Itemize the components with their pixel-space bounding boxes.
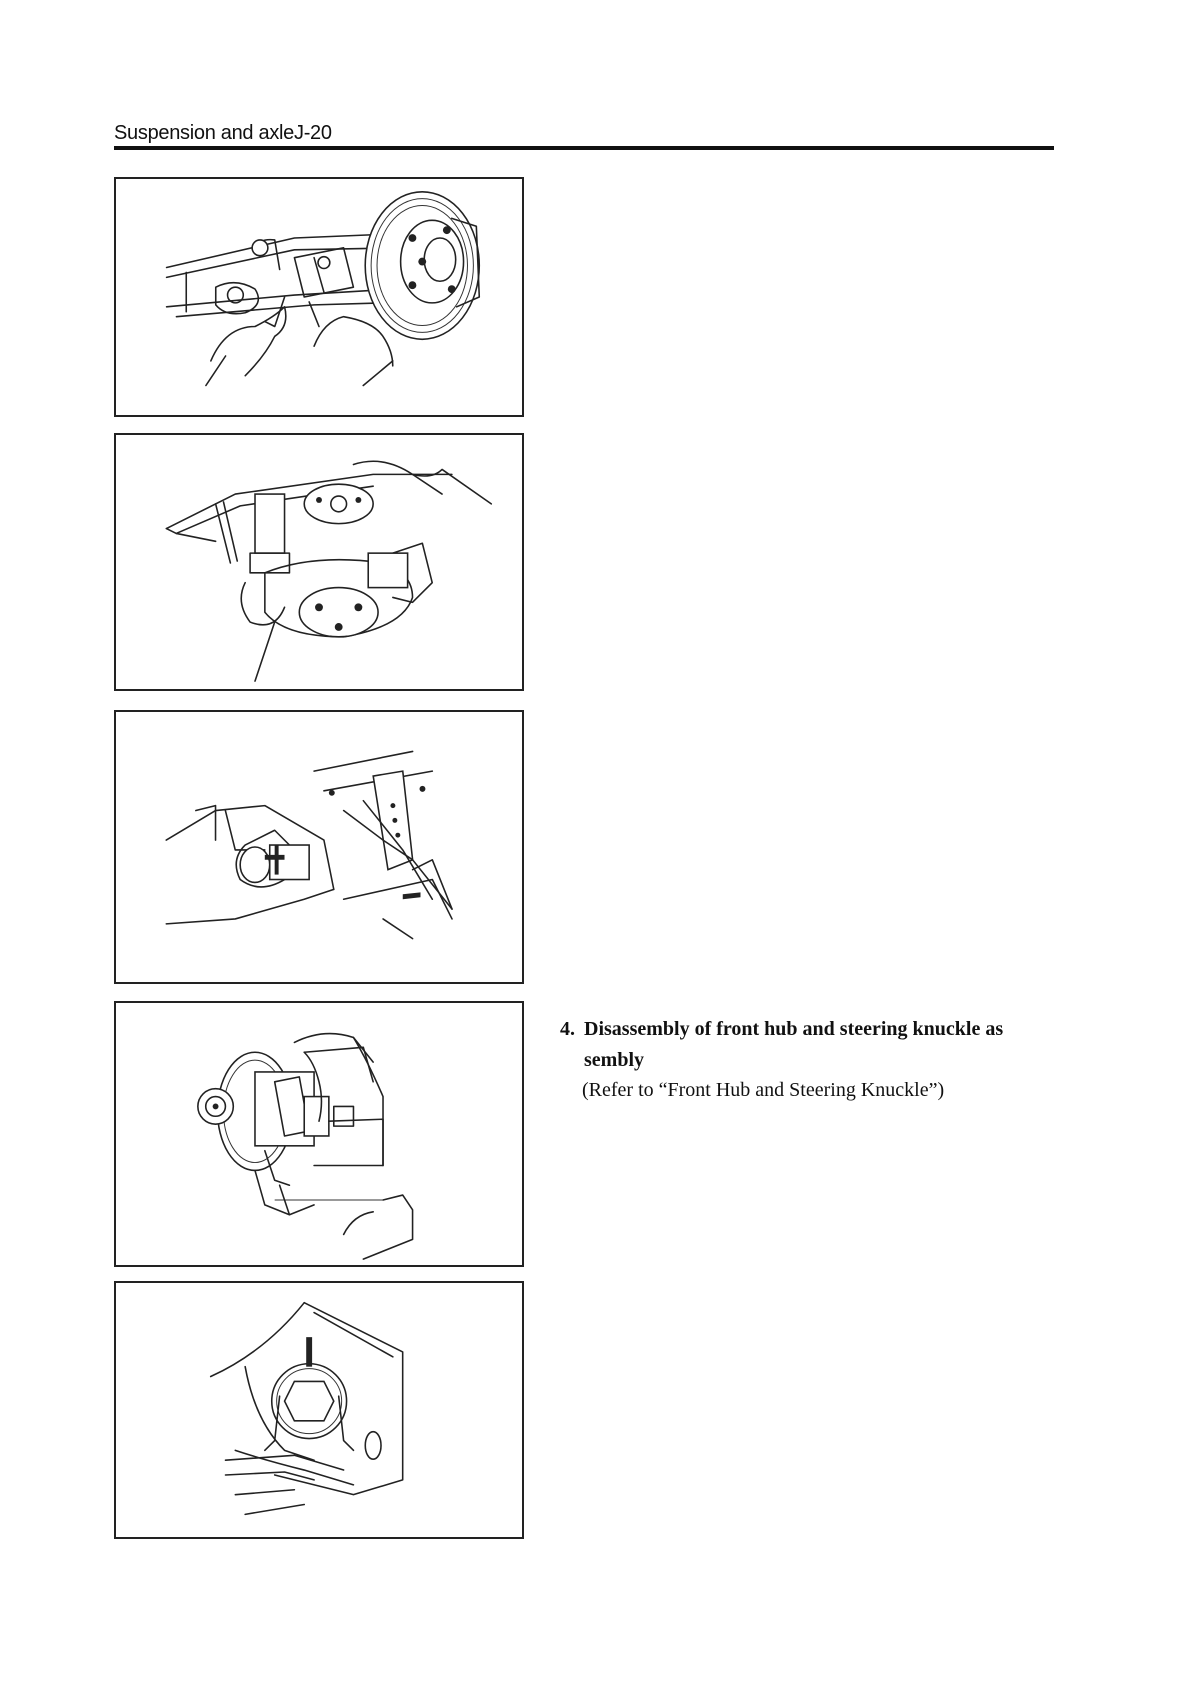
steering-knuckle-disassembly-illustration-icon [116,1003,522,1265]
figure-strut-hub-assembly [114,433,524,691]
strut-hub-assembly-illustration-icon [116,435,522,689]
brake-disc-removal-illustration-icon [116,179,522,415]
step-number: 4. [560,1018,575,1040]
step-title-line1: Disassembly of front hub and steering knuckle as [584,1018,1004,1040]
step-reference: (Refer to “Front Hub and Steering Knuckle”) [582,1079,945,1101]
header-divider [114,146,1054,150]
figure-brake-disc-removal [114,177,524,417]
step-title-line2: sembly [584,1049,644,1071]
figure-steering-knuckle-disassembly [114,1001,524,1267]
lower-arm-mount-marking-illustration-icon [116,712,522,982]
figure-lower-arm-mount-marking [114,710,524,984]
figure-eccentric-cam-bolt [114,1281,524,1539]
step-heading [560,1014,1060,1076]
eccentric-cam-bolt-illustration-icon [116,1283,522,1537]
page-header-title: Suspension and axleJ-20 [114,122,332,144]
